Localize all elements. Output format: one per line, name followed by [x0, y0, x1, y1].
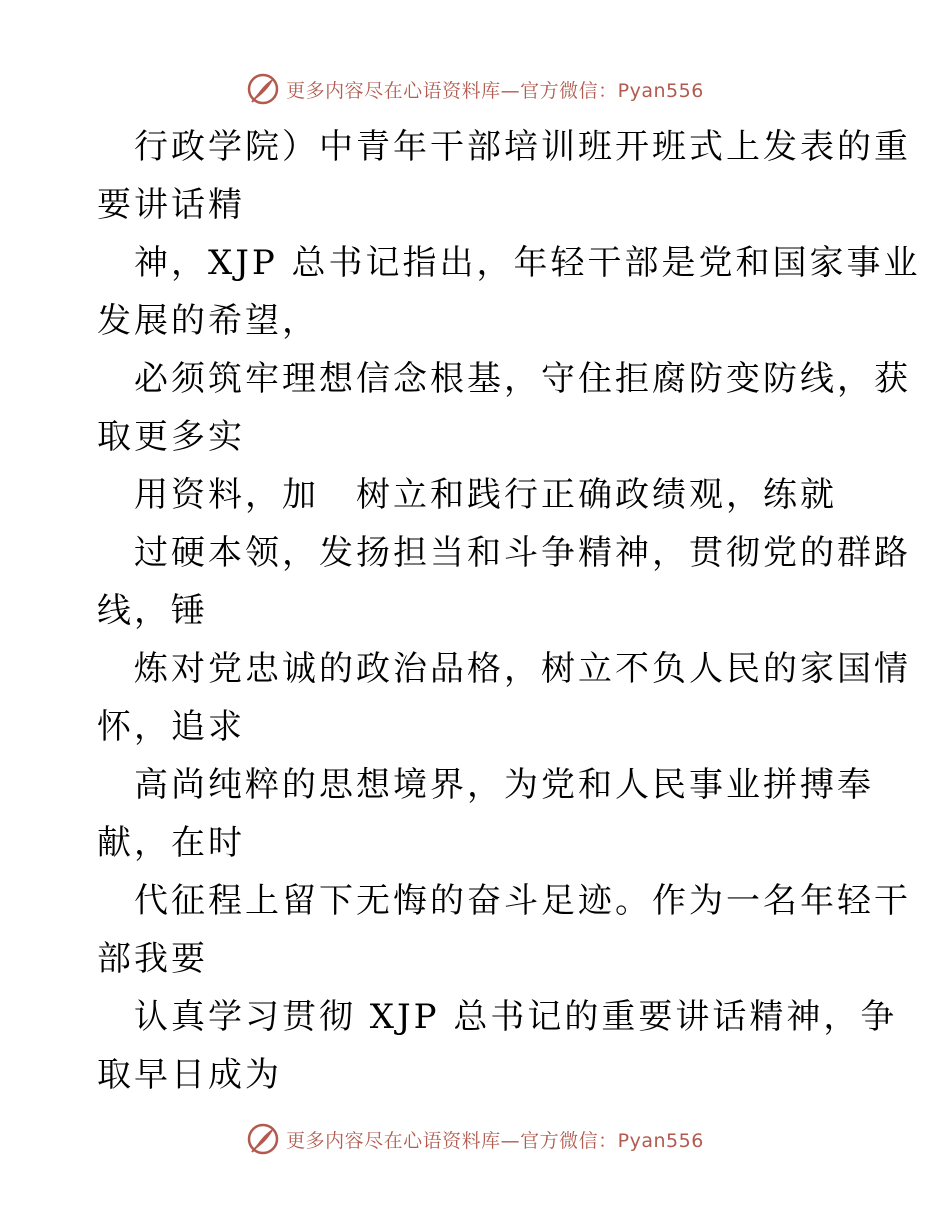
body-line: 用资料，加 树立和践行正确政绩观，练就 — [134, 475, 837, 515]
feather-logo-icon — [246, 72, 280, 106]
body-line: 线，锤 — [97, 591, 208, 631]
body-line: 高尚纯粹的思想境界，为党和人民事业拼搏奉 — [134, 765, 874, 805]
body-line: 认真学习贯彻 XJP 总书记的重要讲话精神，争 — [134, 997, 898, 1037]
body-line: 发展的希望， — [97, 301, 319, 341]
body-line: 行政学院）中青年干部培训班开班式上发表的重 — [134, 127, 911, 167]
body-line: 部我要 — [97, 939, 208, 979]
feather-logo-icon — [246, 1122, 280, 1156]
body-line: 过硬本领，发扬担当和斗争精神，贯彻党的群路 — [134, 533, 911, 573]
header-text: 更多内容尽在心语资料库—官方微信：Pyan556 — [286, 79, 704, 102]
body-line: 怀，追求 — [97, 707, 245, 747]
header-watermark — [0, 72, 950, 106]
body-line: 取更多实 — [97, 417, 245, 457]
footer-text: 更多内容尽在心语资料库—官方微信：Pyan556 — [286, 1129, 704, 1152]
footer-watermark — [0, 1122, 950, 1156]
body-line: 神，XJP 总书记指出，年轻干部是党和国家事业 — [134, 243, 921, 283]
body-line: 要讲话精 — [97, 185, 245, 225]
body-line: 取早日成为 — [97, 1055, 282, 1095]
body-line: 献，在时 — [97, 823, 245, 863]
body-line: 必须筑牢理想信念根基，守住拒腐防变防线，获 — [134, 359, 911, 399]
body-line: 炼对党忠诚的政治品格，树立不负人民的家国情 — [134, 649, 911, 689]
body-line: 代征程上留下无悔的奋斗足迹。作为一名年轻干 — [134, 881, 911, 921]
